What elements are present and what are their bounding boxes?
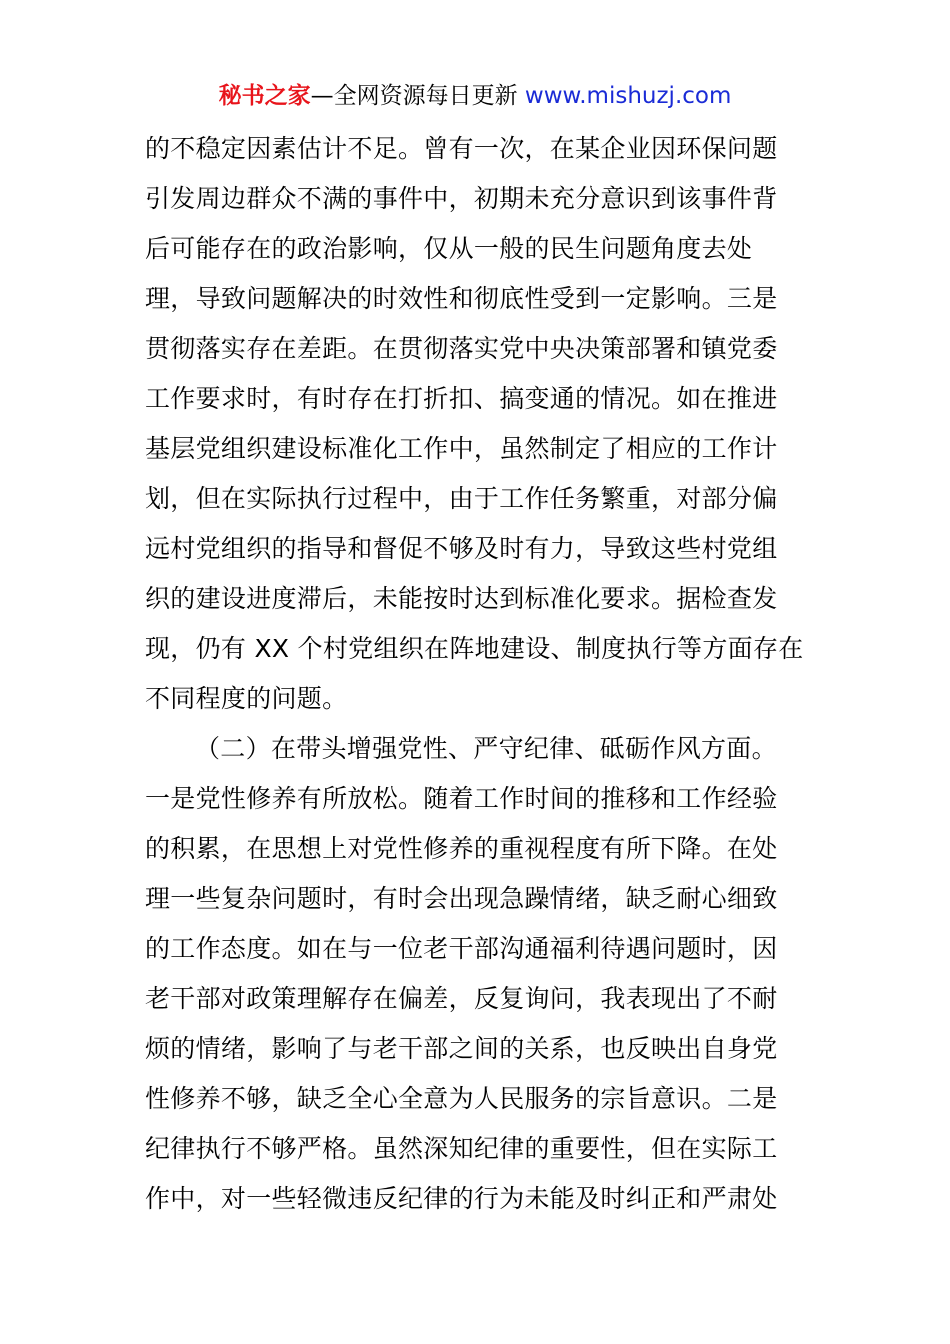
body-line: 的不稳定因素估计不足。曾有一次，在某企业因环保问题 <box>145 134 778 163</box>
body-line: 远村党组织的指导和督促不够及时有力，导致这些村党组 <box>145 534 778 563</box>
body-line: 老干部对政策理解存在偏差，反复询问，我表现出了不耐 <box>145 984 778 1013</box>
body-line: 贯彻落实存在差距。在贯彻落实党中央决策部署和镇党委 <box>145 334 778 363</box>
body-line: 性修养不够，缺乏全心全意为人民服务的宗旨意识。二是 <box>145 1084 778 1113</box>
brand-name: 秘书之家 <box>218 83 311 109</box>
header-tagline: —全网资源每日更新 <box>310 83 518 109</box>
body-line: 的工作态度。如在与一位老干部沟通福利待遇问题时，因 <box>145 934 778 963</box>
body-line: 理，导致问题解决的时效性和彻底性受到一定影响。三是 <box>145 284 778 313</box>
body-line: 引发周边群众不满的事件中，初期未充分意识到该事件背 <box>145 184 778 213</box>
section-heading: （二）在带头增强党性、严守纪律、砥砺作风方面。 <box>195 734 777 763</box>
body-line: 现，仍有 XX 个村党组织在阵地建设、制度执行等方面存在 <box>145 634 804 663</box>
body-line: 织的建设进度滞后，未能按时达到标准化要求。据检查发 <box>145 584 778 613</box>
body-line: 基层党组织建设标准化工作中，虽然制定了相应的工作计 <box>145 434 778 463</box>
document-body <box>145 124 825 1224</box>
body-line: 划，但在实际执行过程中，由于工作任务繁重，对部分偏 <box>145 484 778 513</box>
site-header <box>0 80 950 112</box>
body-line: 烦的情绪，影响了与老干部之间的关系，也反映出自身党 <box>145 1034 778 1063</box>
body-line: 一是党性修养有所放松。随着工作时间的推移和工作经验 <box>145 784 778 813</box>
body-line: 工作要求时，有时存在打折扣、搞变通的情况。如在推进 <box>145 384 778 413</box>
body-line: 作中，对一些轻微违反纪律的行为未能及时纠正和严肃处 <box>145 1184 778 1213</box>
body-line: 不同程度的问题。 <box>145 684 348 713</box>
body-line: 后可能存在的政治影响，仅从一般的民生问题角度去处 <box>145 234 753 263</box>
body-line: 理一些复杂问题时，有时会出现急躁情绪，缺乏耐心细致 <box>145 884 778 913</box>
body-line: 纪律执行不够严格。虽然深知纪律的重要性，但在实际工 <box>145 1134 778 1163</box>
body-line: 的积累，在思想上对党性修养的重视程度有所下降。在处 <box>145 834 778 863</box>
site-url-link[interactable]: www.mishuzj.com <box>524 83 732 109</box>
